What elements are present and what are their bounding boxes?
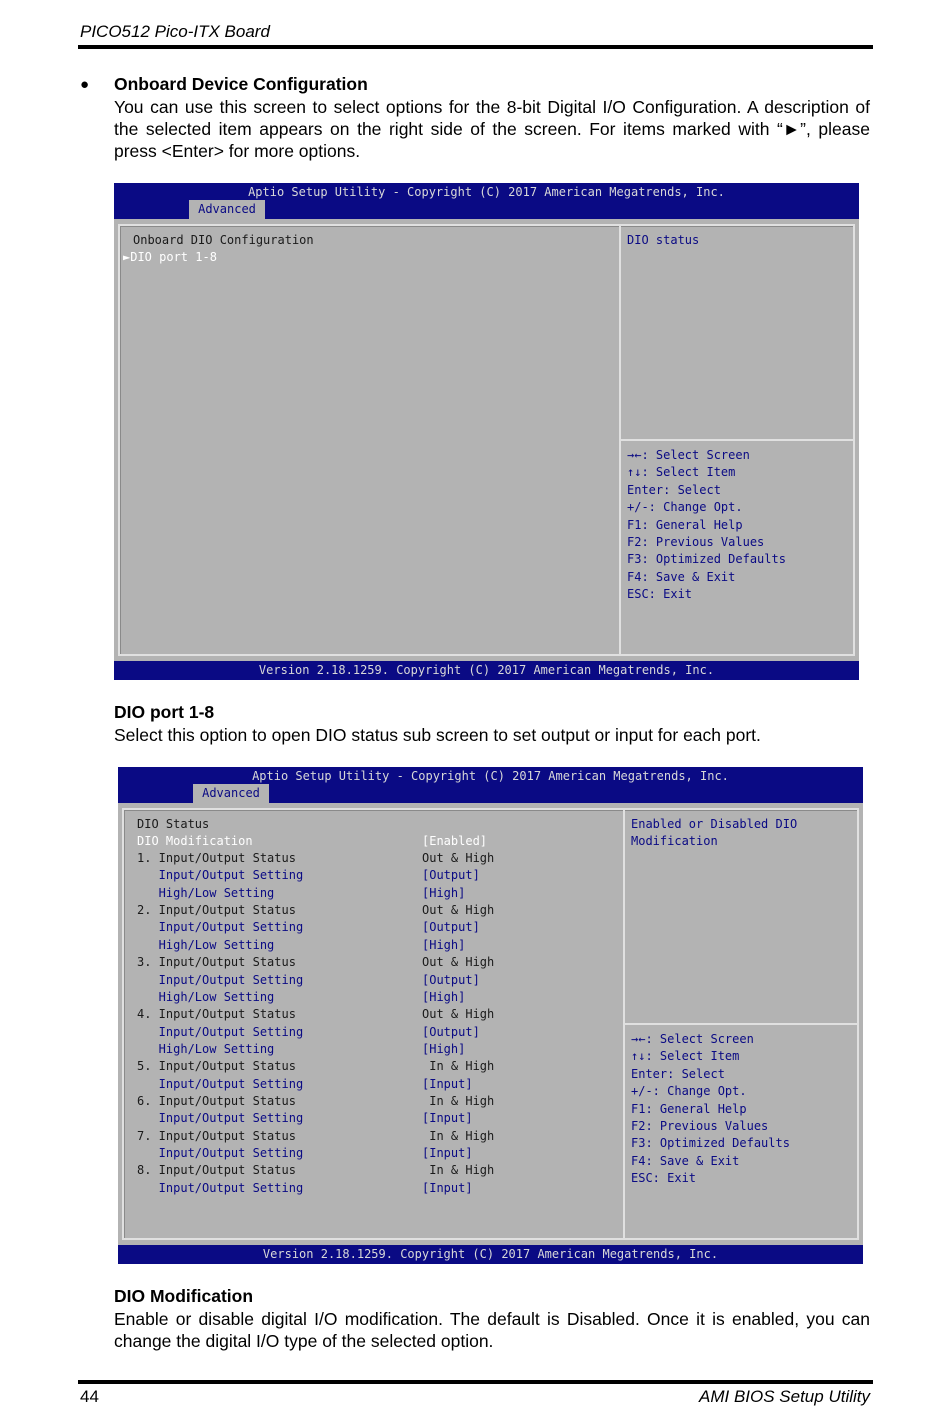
key-legend-line: ESC: Exit [631, 1171, 697, 1185]
dio-setting-value[interactable]: [Input] [422, 1180, 473, 1195]
bios-version-bar: Version 2.18.1259. Copyright (C) 2017 American Megatrends, Inc. [118, 1245, 863, 1264]
dio-status-label: 4. Input/Output Status [137, 1007, 296, 1022]
dio-setting-label[interactable]: High/Low Setting [137, 1041, 275, 1056]
help-text: Enabled or Disabled DIO [631, 817, 798, 831]
key-legend-line: F4: Save & Exit [627, 570, 736, 584]
section-heading-dio-port: DIO port 1-8 [114, 702, 215, 722]
key-legend-line: ↑↓: Select Item [631, 1049, 740, 1063]
key-legend-line: ↑↓: Select Item [627, 465, 736, 479]
tab-advanced[interactable]: Advanced [193, 784, 269, 803]
bios-screenshot-dio-status [118, 767, 863, 1264]
section-paragraph-dio-modification: Enable or disable digital I/O modification. The default is Disabled. Once it is enabled, you can change the digital I/O type of the selected option. [114, 1309, 870, 1351]
dio-status-label: 3. Input/Output Status [137, 955, 296, 970]
dio-status-value: Out & High [422, 1007, 495, 1022]
bios-version-bar: Version 2.18.1259. Copyright (C) 2017 American Megatrends, Inc. [114, 661, 859, 680]
dio-status-label: 6. Input/Output Status [137, 1093, 296, 1108]
bios-title: Aptio Setup Utility - Copyright (C) 2017 American Megatrends, Inc. [252, 769, 729, 783]
bios-help-divider [619, 439, 853, 441]
dio-setting-label[interactable]: High/Low Setting [137, 989, 275, 1004]
key-legend-line: →←: Select Screen [627, 448, 750, 462]
dio-status-value: In & High [422, 1128, 495, 1143]
key-legend-line: →←: Select Screen [631, 1032, 754, 1046]
dio-status-value: Out & High [422, 955, 495, 970]
dio-setting-value[interactable]: [Output] [422, 972, 480, 987]
dio-setting-label[interactable]: High/Low Setting [137, 937, 275, 952]
dio-setting-label[interactable]: Input/Output Setting [137, 868, 304, 883]
dio-setting-label[interactable]: Input/Output Setting [137, 1180, 304, 1195]
dio-setting-label[interactable]: High/Low Setting [137, 885, 275, 900]
key-legend-line: F3: Optimized Defaults [627, 552, 786, 566]
dio-setting-label[interactable]: Input/Output Setting [137, 1076, 304, 1091]
key-legend-line: +/-: Change Opt. [627, 500, 743, 514]
dio-setting-value[interactable]: [High] [422, 937, 466, 952]
key-legend-line: +/-: Change Opt. [631, 1084, 747, 1098]
key-legend-line: F4: Save & Exit [631, 1154, 740, 1168]
dio-setting-label[interactable]: Input/Output Setting [137, 1024, 304, 1039]
dio-status-label: 2. Input/Output Status [137, 903, 296, 918]
dio-setting-value[interactable]: [Output] [422, 1024, 480, 1039]
help-text: DIO status [627, 233, 700, 247]
bios-title: Aptio Setup Utility - Copyright (C) 2017 American Megatrends, Inc. [248, 185, 725, 199]
dio-setting-value[interactable]: [Output] [422, 920, 480, 935]
dio-status-value: In & High [422, 1093, 495, 1108]
bios-title-bar [114, 183, 859, 219]
dio-status-label: 8. Input/Output Status [137, 1163, 296, 1178]
bios-page-heading: Onboard DIO Configuration [133, 233, 314, 247]
help-text: Modification [631, 834, 718, 848]
key-legend-line: F1: General Help [627, 518, 743, 532]
dio-setting-value[interactable]: [High] [422, 1041, 466, 1056]
dio-status-value: Out & High [422, 903, 495, 918]
bullet-icon: ● [80, 76, 90, 93]
page-number: 44 [80, 1387, 99, 1406]
key-legend-line: F2: Previous Values [627, 535, 765, 549]
bios-screenshot-dio-configuration [114, 183, 859, 680]
menu-item-dio-modification[interactable]: DIO Modification [137, 834, 253, 848]
footer-title: AMI BIOS Setup Utility [699, 1387, 870, 1406]
dio-status-label: 1. Input/Output Status [137, 851, 296, 865]
section-heading-onboard-device: Onboard Device Configuration [114, 74, 368, 94]
section-heading-dio-modification: DIO Modification [114, 1286, 254, 1306]
dio-setting-value[interactable]: [Input] [422, 1111, 473, 1126]
dio-setting-value[interactable]: [Input] [422, 1146, 473, 1160]
dio-status-label: 5. Input/Output Status [137, 1059, 296, 1074]
dio-setting-value[interactable]: [High] [422, 885, 466, 900]
document-header-title: PICO512 Pico-ITX Board [80, 22, 270, 41]
dio-setting-label[interactable]: Input/Output Setting [137, 920, 304, 935]
dio-setting-label[interactable]: Input/Output Setting [137, 972, 304, 987]
key-legend-line: ESC: Exit [627, 587, 693, 601]
dio-setting-value[interactable]: [Output] [422, 868, 480, 883]
bios-help-divider [623, 1023, 857, 1025]
tab-advanced[interactable]: Advanced [189, 200, 265, 219]
dio-setting-value[interactable]: [High] [422, 989, 466, 1004]
key-legend-line: Enter: Select [627, 483, 721, 497]
dio-status-value: In & High [422, 1163, 495, 1178]
key-legend-line: Enter: Select [631, 1067, 725, 1081]
dio-modification-value[interactable]: [Enabled] [422, 834, 488, 848]
dio-status-label: 7. Input/Output Status [137, 1128, 296, 1143]
dio-setting-value[interactable]: [Input] [422, 1076, 473, 1091]
section-paragraph-onboard-device: You can use this screen to select options for the 8-bit Digital I/O Configuration. A description of the selected item appears on the right side of the screen. For items marked with “►”, please press <Enter> for more options. [114, 97, 870, 161]
dio-setting-label[interactable]: Input/Output Setting [137, 1146, 304, 1160]
key-legend-line: F2: Previous Values [631, 1119, 769, 1133]
dio-setting-label[interactable]: Input/Output Setting [137, 1111, 304, 1126]
bios-page-heading: DIO Status [137, 817, 210, 831]
header-rule [78, 45, 873, 49]
section-paragraph-dio-port: Select this option to open DIO status sub screen to set output or input for each port. [114, 725, 761, 745]
menu-item-dio-port[interactable]: ►DIO port 1-8 [123, 250, 217, 264]
footer-rule [78, 1380, 873, 1384]
key-legend-line: F3: Optimized Defaults [631, 1136, 790, 1150]
bios-title-bar [118, 767, 863, 803]
dio-status-value: In & High [422, 1059, 495, 1074]
key-legend-line: F1: General Help [631, 1102, 747, 1116]
dio-status-value: Out & High [422, 851, 495, 865]
